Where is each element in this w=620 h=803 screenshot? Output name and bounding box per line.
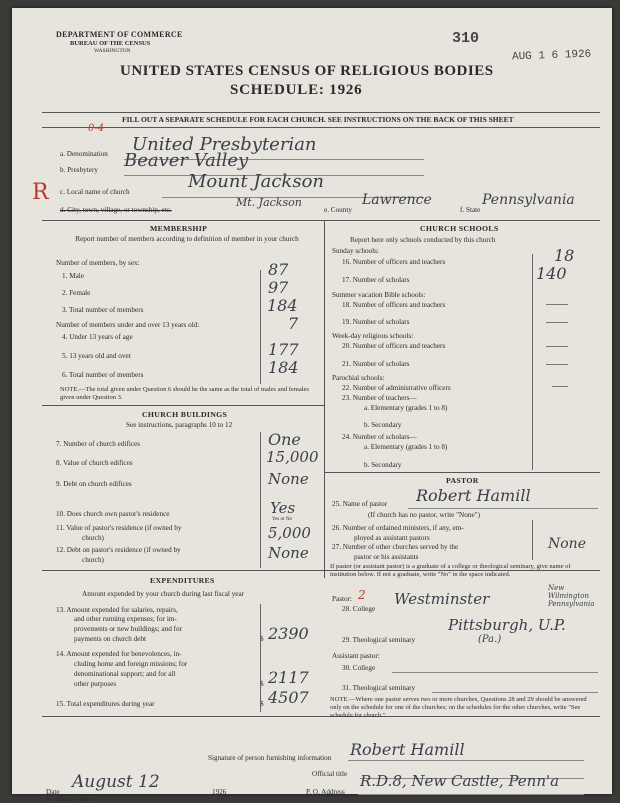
signature-label: Signature of person furnishing information xyxy=(208,754,332,762)
q4-value: 7 xyxy=(288,314,299,333)
q24-label: 24. Number of scholars— xyxy=(342,433,417,441)
college-location: New Wilmington Pennsylvania xyxy=(548,584,595,608)
q11-label-b: church) xyxy=(82,534,104,542)
q1-label: 1. Male xyxy=(62,272,84,280)
city-label: d. City, town, village, or township, etc. xyxy=(60,206,172,214)
pastor-mark: 2 xyxy=(358,588,366,602)
county-value: Lawrence xyxy=(362,192,432,208)
r-mark: R xyxy=(32,180,49,205)
q13-label-b: and other running expenses; for im- xyxy=(74,615,177,623)
q8-value: 15,000 xyxy=(266,448,319,466)
census-schedule-page xyxy=(12,8,612,803)
parochial-label: Parochial schools: xyxy=(332,374,385,382)
q19-label: 19. Number of scholars xyxy=(342,318,410,326)
q27-label-a: 27. Number of other churches served by the xyxy=(332,543,459,551)
q12-label-a: 12. Debt on pastor's residence (if owned by xyxy=(56,546,181,554)
q15-value: 4507 xyxy=(268,688,309,707)
q5-value: 177 xyxy=(268,340,299,359)
q14-label-d: other purposes xyxy=(74,680,117,688)
q10-label: 10. Does church own pastor's residence xyxy=(56,510,170,518)
by-sex-label: Number of members, by sex: xyxy=(56,259,140,267)
schedule-title: SCHEDULE: 1926 xyxy=(230,82,363,98)
pastor-note: NOTE.—Where one pastor serves two or more churches, Questions 28 and 29 should be answered only on the schedule for one of the churches; on the schedules for the other churches, write "See schedule for church." xyxy=(330,696,587,719)
summer-label: Summer vacation Bible schools: xyxy=(332,291,426,299)
q27-label-b: pastor or his assistants xyxy=(354,553,419,561)
q1-value: 87 xyxy=(268,260,289,279)
q13-label-d: payments on church debt xyxy=(74,635,147,643)
membership-note: NOTE.—The total given under Question 6 should be the same as the total of males and females given under Question 3. xyxy=(60,386,309,401)
q16-label: 16. Number of officers and teachers xyxy=(342,258,446,266)
membership-heading: MEMBERSHIP xyxy=(150,224,208,233)
form-number: 310 xyxy=(452,30,480,47)
date-value: August 12 xyxy=(72,772,160,792)
q15-dollar: $ xyxy=(260,700,264,708)
q11-value: 5,000 xyxy=(268,524,311,542)
q25-note: (If church has no pastor, write "None") xyxy=(368,511,480,519)
pastor-heading: PASTOR xyxy=(446,476,479,485)
fill-instruction: FILL OUT A SEPARATE SCHEDULE FOR EACH CHURCH. SEE INSTRUCTIONS ON THE BACK OF THIS SHEET xyxy=(122,115,514,124)
graduate-note: If pastor (or assistant pastor) is a graduate of a college or theological seminary, give name of institution below. If not a graduate, write "No" in the space indicated. xyxy=(330,563,571,578)
q14-value: 2117 xyxy=(268,668,309,687)
q13-value: 2390 xyxy=(268,624,309,643)
q2-value: 97 xyxy=(268,278,289,297)
q7-value: One xyxy=(268,430,301,449)
q20-label: 20. Number of officers and teachers xyxy=(342,342,446,350)
q10-value: Yes xyxy=(270,499,296,517)
yes-no-hint: Yes or No xyxy=(272,517,293,522)
q2-label: 2. Female xyxy=(62,289,91,297)
q15-label: 15. Total expenditures during year xyxy=(56,700,155,708)
asst-pastor-label: Assistant pastor: xyxy=(332,652,380,660)
q8-label: 8. Value of church edifices xyxy=(56,459,133,467)
q11-label-a: 11. Value of pastor's residence (if owned by xyxy=(56,524,182,532)
q23-label: 23. Number of teachers— xyxy=(342,394,417,402)
q25-label: 25. Name of pastor xyxy=(332,500,388,508)
q6-value: 184 xyxy=(268,358,299,377)
q30-label: 30. College xyxy=(342,664,376,672)
form-code: 8—5518 a 11—9084d xyxy=(46,798,91,803)
buildings-sub: See instructions, paragraphs 10 to 12 xyxy=(126,421,233,429)
q24a-label: a. Elementary (grades 1 to 8) xyxy=(364,443,448,451)
code-mark: 0-4 xyxy=(88,123,105,134)
q14-label-a: 14. Amount expended for benevolences, in- xyxy=(56,650,182,658)
city-name: WASHINGTON xyxy=(94,48,131,54)
local-name-label: c. Local name of church xyxy=(60,188,130,196)
expenditures-heading: EXPENDITURES xyxy=(150,576,215,585)
weekday-label: Week-day religious schools: xyxy=(332,332,414,340)
seminary-state: (Pa.) xyxy=(478,634,502,645)
city-value: Mt. Jackson xyxy=(236,196,302,209)
denomination-value: United Presbyterian xyxy=(132,134,317,155)
state-value: Pennsylvania xyxy=(482,192,575,208)
q14-dollar: $ xyxy=(260,680,264,688)
schools-heading: CHURCH SCHOOLS xyxy=(420,224,499,233)
q12-value: None xyxy=(268,544,309,562)
college-value: Westminster xyxy=(394,590,490,608)
q26-label-b: ployed as assistant pastors xyxy=(354,534,430,542)
q13-dollar: $ xyxy=(260,635,264,643)
department-name: DEPARTMENT OF COMMERCE xyxy=(56,30,183,39)
q3-value: 184 xyxy=(267,296,298,315)
membership-intro: Report number of members according to definition of member in your church xyxy=(75,235,299,243)
received-date-stamp: AUG 1 6 1926 xyxy=(511,48,592,64)
q16-value: 18 xyxy=(554,246,575,265)
buildings-heading: CHURCH BUILDINGS xyxy=(142,410,228,419)
q14-label-c: denominational support; and for all xyxy=(74,670,176,678)
q24b-label: b. Secondary xyxy=(364,461,402,469)
q28-label: 28. College xyxy=(342,605,376,613)
q22-label: 22. Number of administrative officers xyxy=(342,384,451,392)
q4-label: 4. Under 13 years of age xyxy=(62,333,133,341)
pastor-name-value: Robert Hamill xyxy=(416,486,531,505)
q7-label: 7. Number of church edifices xyxy=(56,440,141,448)
q9-value: None xyxy=(268,470,309,488)
q26-label-a: 26. Number of ordained ministers, if any, em- xyxy=(332,524,464,532)
state-label: f. State xyxy=(460,206,481,214)
denomination-label: a. Denomination xyxy=(60,150,108,158)
presbytery-value: Beaver Valley xyxy=(124,150,249,171)
pastor-label: Pastor: xyxy=(332,595,352,603)
q17-label: 17. Number of scholars xyxy=(342,276,410,284)
signature-value: Robert Hamill xyxy=(350,740,465,759)
address-value: R.D.8, New Castle, Penn'a xyxy=(360,772,560,790)
q12-label-b: church) xyxy=(82,556,104,564)
year-label: 1926 xyxy=(212,788,227,796)
q3-label: 3. Total number of members xyxy=(62,306,144,314)
address-label: P. O. Address xyxy=(306,788,345,796)
presbytery-label: b. Presbytery xyxy=(60,166,98,174)
q29-label: 29. Theological seminary xyxy=(342,636,416,644)
form-title: UNITED STATES CENSUS OF RELIGIOUS BODIES xyxy=(120,63,494,79)
q31-label: 31. Theological seminary xyxy=(342,684,416,692)
q13-label-c: provements or new buildings; and for xyxy=(74,625,182,633)
county-label: e. County xyxy=(324,206,352,214)
sunday-label: Sunday schools: xyxy=(332,247,379,255)
q21-label: 21. Number of scholars xyxy=(342,360,410,368)
expenditures-intro: Amount expended by your church during last fiscal year xyxy=(82,590,245,598)
official-title-label: Official title xyxy=(312,770,348,778)
date-label: Date xyxy=(46,788,60,796)
q13-label-a: 13. Amount expended for salaries, repairs, xyxy=(56,606,178,614)
q6-label: 6. Total number of members xyxy=(62,371,144,379)
q18-label: 18. Number of officers and teachers xyxy=(342,301,446,309)
q23b-label: b. Secondary xyxy=(364,421,402,429)
schools-intro: Report here only schools conducted by this church xyxy=(350,236,496,244)
bureau-name: BUREAU OF THE CENSUS xyxy=(70,40,151,47)
q14-label-b: cluding home and foreign missions; for xyxy=(74,660,188,668)
under-over-label: Number of members under and over 13 years old: xyxy=(56,321,200,329)
q17-value: 140 xyxy=(536,264,567,283)
q5-label: 5. 13 years old and over xyxy=(62,352,132,360)
q9-label: 9. Debt on church edifices xyxy=(56,480,132,488)
local-name-value: Mount Jackson xyxy=(188,171,325,192)
seminary-value: Pittsburgh, U.P. xyxy=(448,616,566,634)
q23a-label: a. Elementary (grades 1 to 8) xyxy=(364,404,448,412)
q27-value: None xyxy=(548,536,586,552)
